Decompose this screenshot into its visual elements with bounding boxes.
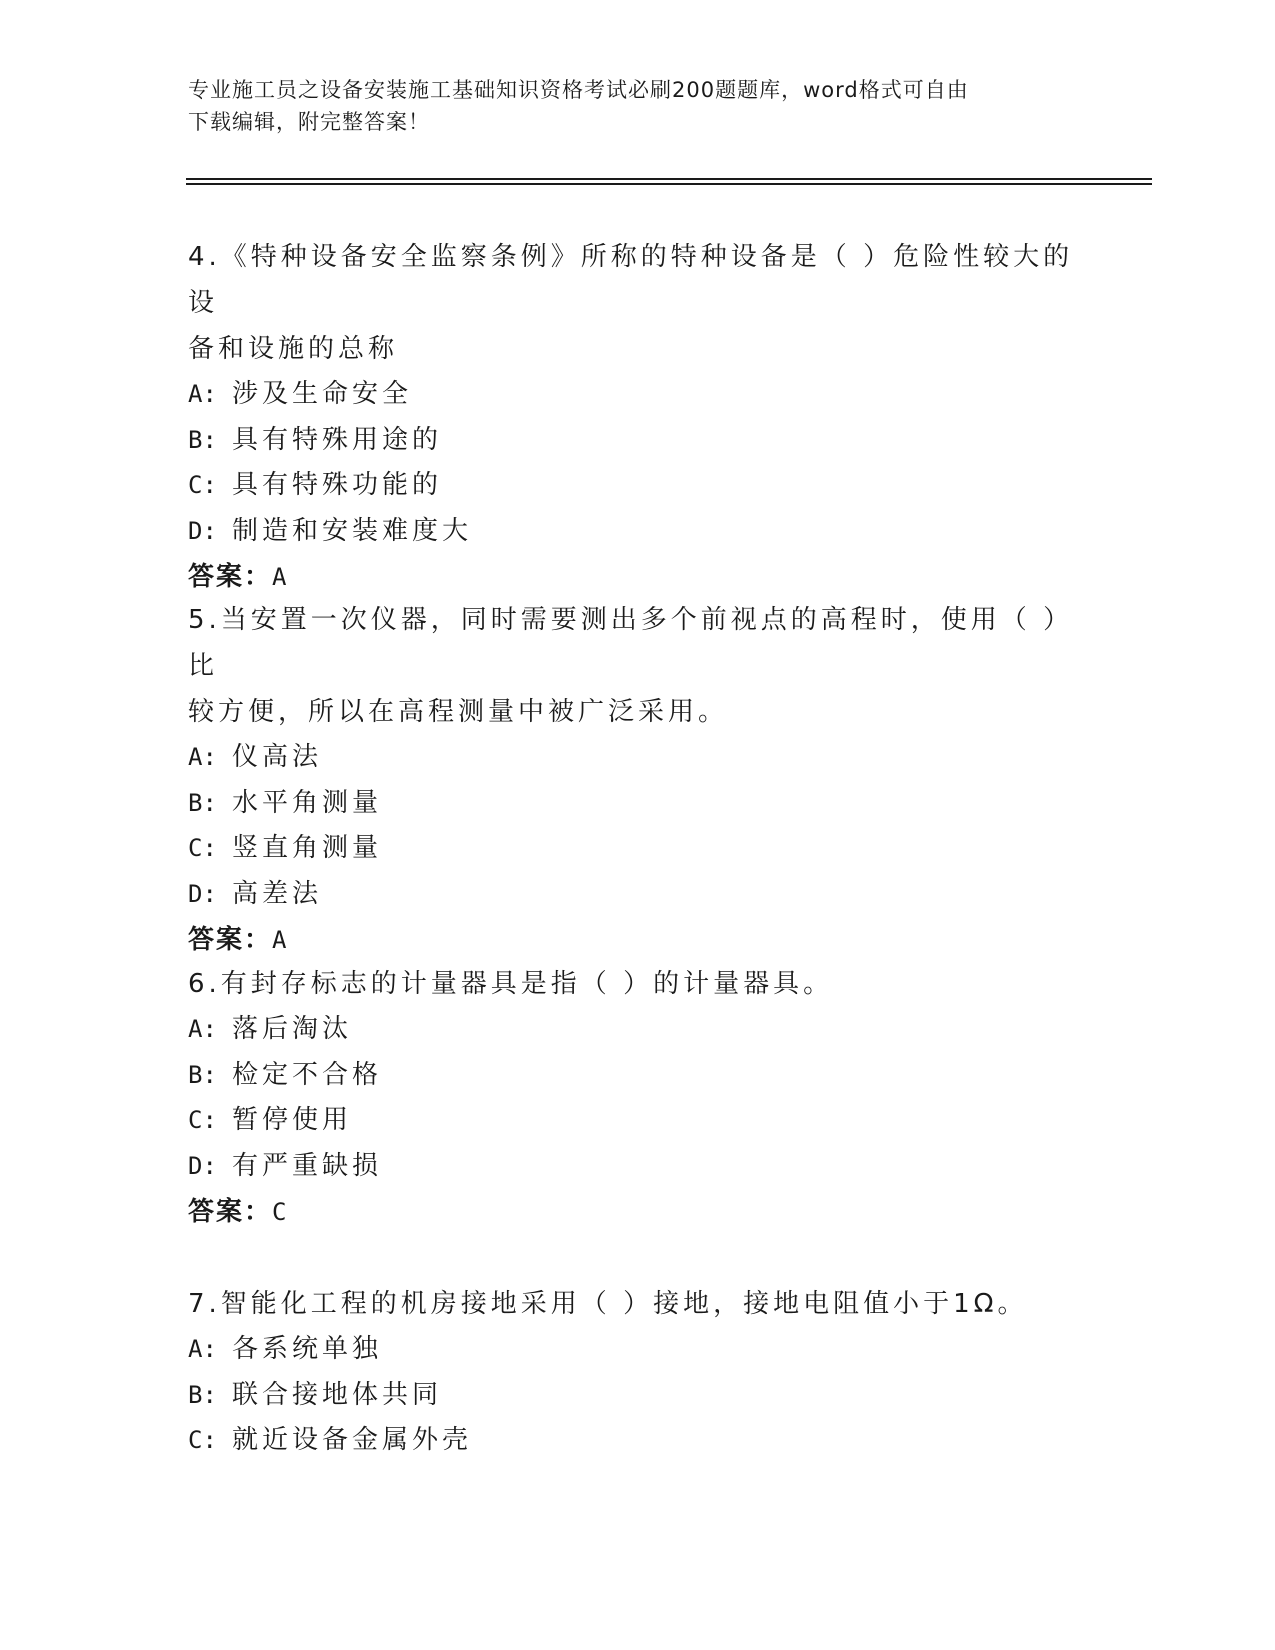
answer: 答案：A bbox=[188, 562, 289, 592]
header-rule-bottom bbox=[186, 183, 1152, 185]
option-c: C: 具有特殊功能的 bbox=[188, 470, 443, 500]
answer: 答案：A bbox=[188, 925, 289, 955]
question-stem: 5.当安置一次仪器，同时需要测出多个前视点的高程时，使用（ ）比 较方便，所以在高程测量中被广泛采用。 bbox=[188, 605, 1074, 727]
option-d: D: 制造和安装难度大 bbox=[188, 515, 473, 546]
question-7 bbox=[188, 1281, 1088, 1464]
header-line-1: 专业施工员之设备安装施工基础知识资格考试必刷200题题库，word格式可自由 bbox=[188, 78, 969, 102]
option-d: D: 高差法 bbox=[188, 878, 323, 909]
answer: 答案：C bbox=[188, 1197, 289, 1227]
option-b: B: 联合接地体共同 bbox=[188, 1379, 443, 1410]
option-b: B: 水平角测量 bbox=[188, 787, 383, 818]
option-b: B: 具有特殊用途的 bbox=[188, 424, 443, 455]
option-a: A: 仪高法 bbox=[188, 742, 323, 772]
option-b: B: 检定不合格 bbox=[188, 1059, 383, 1090]
option-a: A: 涉及生命安全 bbox=[188, 379, 413, 409]
question-5 bbox=[188, 597, 1088, 963]
option-c: C: 就近设备金属外壳 bbox=[188, 1425, 473, 1455]
question-stem: 6.有封存标志的计量器具是指（ ）的计量器具。 bbox=[188, 969, 834, 999]
option-d: D: 有严重缺损 bbox=[188, 1150, 383, 1181]
question-stem: 7.智能化工程的机房接地采用（ ）接地，接地电阻值小于1Ω。 bbox=[188, 1289, 1028, 1319]
option-a: A: 各系统单独 bbox=[188, 1334, 383, 1364]
header-rule-top bbox=[186, 178, 1152, 180]
document-header bbox=[188, 74, 1068, 138]
option-c: C: 暂停使用 bbox=[188, 1105, 353, 1135]
header-line-2: 下载编辑，附完整答案！ bbox=[188, 110, 430, 134]
question-6 bbox=[188, 961, 1088, 1235]
question-4 bbox=[188, 234, 1088, 600]
option-c: C: 竖直角测量 bbox=[188, 833, 383, 863]
option-a: A: 落后淘汰 bbox=[188, 1014, 353, 1044]
question-stem: 4.《特种设备安全监察条例》所称的特种设备是（ ）危险性较大的设 备和设施的总称 bbox=[188, 242, 1074, 364]
